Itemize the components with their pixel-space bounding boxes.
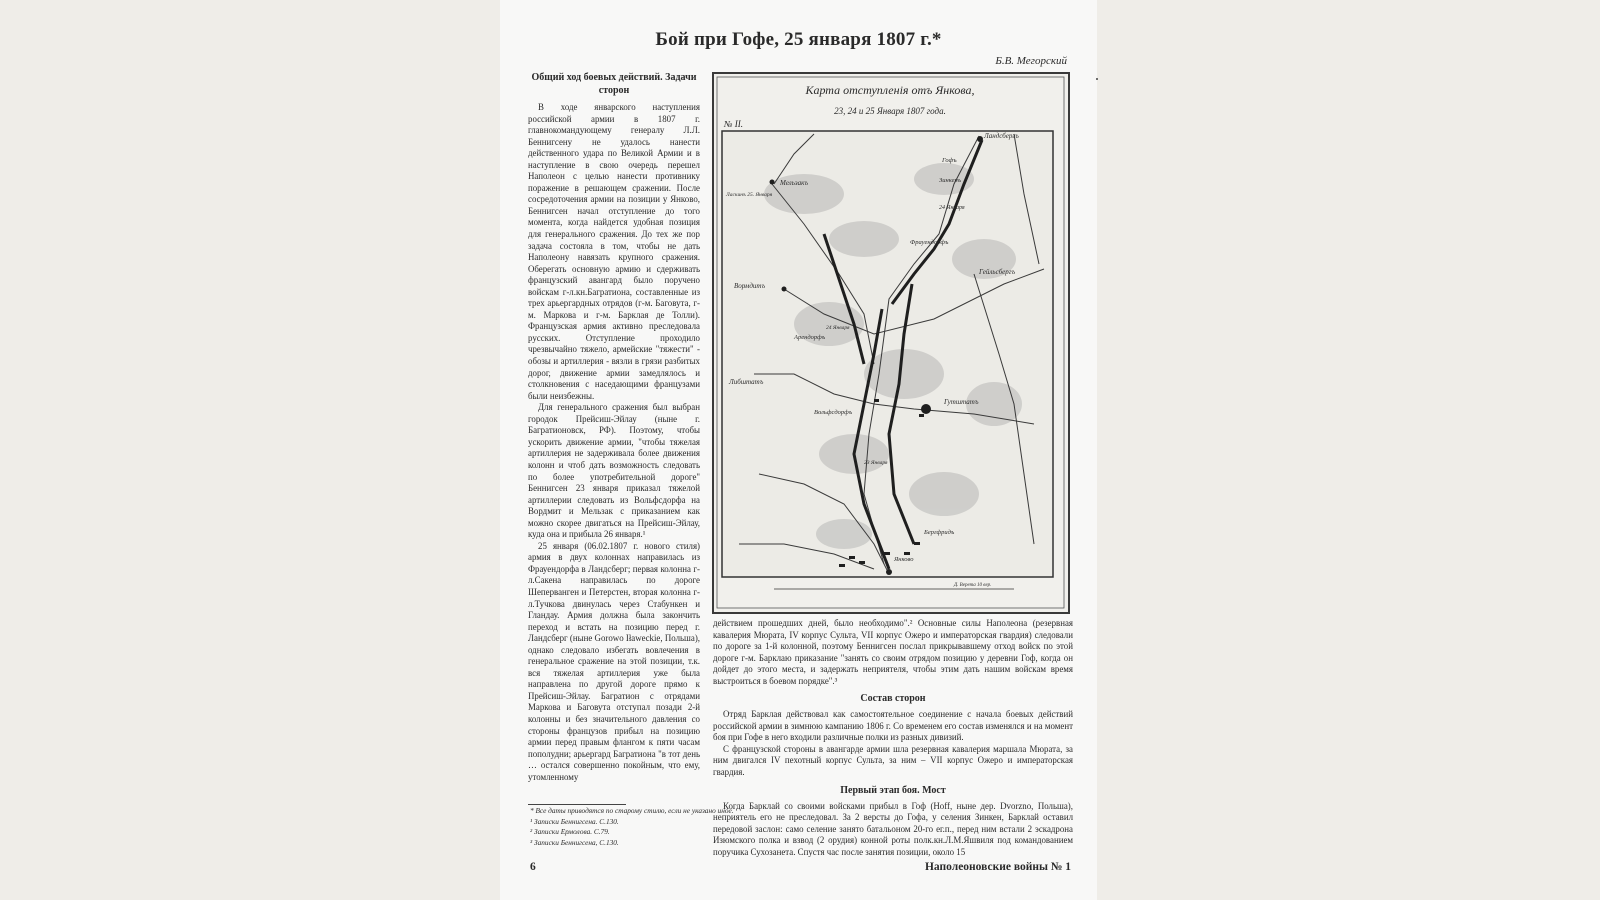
journal-name: Наполеоновские войны № 1 bbox=[924, 861, 1071, 873]
retreat-map bbox=[712, 72, 1070, 614]
bridge-paragraph: Когда Барклай со своими войсками прибыл в Гоф (Hoff, ныне дер. Dvorzno, Польша), неприятель его не преследовал. За 2 версты до Гофа, у селения Зинкен, Барклай оставил передовой заслон: само селение занято батальоном 20-го ег.п., перед ним встали 2 эскадрона Изюмского полка и взвод (2 орудия) конной роты полк.кн.Л.М.Яшвиля под командованием поручика Сухозанета. Спустя час после занятия позиции, около 15 bbox=[713, 800, 1073, 857]
place-label: Янково bbox=[894, 556, 914, 563]
map-number: № II. bbox=[724, 119, 743, 129]
footnotes bbox=[530, 806, 734, 848]
place-label: 24 Января bbox=[939, 205, 965, 211]
section-heading-sides: Состав сторон bbox=[860, 693, 926, 705]
place-label: Бергфридъ bbox=[924, 529, 955, 536]
map-illustration bbox=[714, 74, 1067, 611]
right-column bbox=[713, 618, 1073, 858]
article-title: Бой при Гофе, 25 января 1807 г.* bbox=[655, 29, 942, 50]
article-author: Б.В. Мегорский bbox=[995, 55, 1067, 67]
place-label: Гутштатъ bbox=[944, 398, 979, 406]
date-label: 24 Января bbox=[826, 325, 850, 331]
place-label: Ландсбергъ bbox=[984, 132, 1019, 140]
scan-speck bbox=[1096, 78, 1098, 80]
place-label: Арендорфъ bbox=[794, 334, 826, 341]
place-label: Мельзакъ bbox=[780, 179, 809, 187]
place-label: Либштатъ bbox=[729, 378, 764, 386]
sides-paragraph: С французской стороны в авангарде армии шла резервная кавалерия маршала Мюрата, за ним двигался IV пехотный корпус Сульта, за ним – VII корпус Ожеро и императорская гвардия. bbox=[713, 743, 1073, 778]
place-label: Вольфсдорфъ bbox=[814, 409, 853, 416]
footnote: ² Записки Ермолова. С.79. bbox=[530, 827, 610, 837]
place-label: Зинкенъ bbox=[939, 177, 962, 184]
footnote: * Все даты приводятся по старому стилю, если не указано иное. bbox=[530, 806, 734, 815]
place-label: Гейльсбергъ bbox=[979, 268, 1016, 276]
place-label: Вормдитъ bbox=[734, 282, 766, 290]
section-heading-bridge: Первый этап боя. Мост bbox=[840, 784, 946, 796]
left-paragraph: Для генерального сражения был выбран городок Прейсиш-Эйлау (ныне г. Багратионовск, РФ). Поэтому, чтобы ускорить движение армии, "чтобы тяжелая артиллерия не задерживала более движения колонн и чтоб дать возможность следовать по более употребительной дороге" Беннигсен 23 января приказал тяжелой артиллерии следовать из Вольфсдорфа на Вордмит и Мельзак с приказанием как можно скорее двигаться на Прейсиш-Эйлау, куда она и прибыла 26 января.¹ bbox=[528, 402, 700, 540]
magazine-page bbox=[500, 0, 1097, 900]
footnote: ¹ Записки Беннигсена. С.130. bbox=[530, 816, 619, 826]
left-paragraph: 25 января (06.02.1807 г. нового стиля) армия в двух колоннах направилась из Фрауендорфа в Ландсберг; первая колонна г-л.Сакена направилась по дороге Шеперванген и Петерстен, вторая колонна г-л.Тучкова двинулась через Стабункен и Гландау. Армия должна была закончить переход и встать на позицию перед г. Ландсберг (ныне Gorowo Iławeckie, Польша), однако следовало избегать вовлечения в генеральное сражение на этой позиции, т.к. вся тяжелая артиллерия уже была направлена по другой дороге прямо к Прейсиш-Эйлау. Багратион с отрядами Маркова и Баговута отступал позади 2-й колонны и без значительного давления со стороны французов прибыл на позицию армии перед правым флангом к пяти часам пополудни; арьергард Багратиона "в тот день … остался совершенно покойным, что ему, утомленному bbox=[528, 540, 700, 782]
map-title: Карта отступленія отъ Янкова, bbox=[805, 83, 975, 97]
scale-caption: Д. Верета 10 вер. bbox=[954, 583, 992, 588]
section-heading-overview: Общий ход боевых действий. Задачи сторон bbox=[531, 72, 697, 96]
place-label: Фрауендорфъ bbox=[910, 239, 949, 246]
footnote: ³ Записки Беннигсена, С.130. bbox=[530, 837, 619, 847]
footnote-divider bbox=[528, 804, 626, 805]
page-number: 6 bbox=[530, 861, 536, 873]
left-paragraph: В ходе январского наступления российской армии в 1807 г. главнокомандующему генералу Л.Л. Беннигсену не удалось нанести действенного удара по Великой Армии и в наступление в свою очередь перешел Наполеон с целью нанести противнику поражение в решающем сражении. После сосредоточения армии на позиции у Янково, Беннигсен начал отступление до того момента, когда найдется удобная позиция для генерального сражения. До тех же пор задача состояла в том, чтобы не дать Наполеону навязать крупного сражения. Оберегать основную армию и сдерживать французский авангард было поручено войскам г-л.кн.Багратиона, составленные из трех арьергардных отрядов (г-м. Баговута, г-м. Маркова и г-м. Барклая де Толли). Французская армия активно преследовала русских. Отступление проходило чрезвычайно тяжело, армейские "тяжести" - обозы и артиллерия - вязли в грязи разбитых дорог, движение армии замедлялось и столкновения с наседающими французами были неизбежны. bbox=[528, 102, 700, 401]
sides-paragraph: Отряд Барклая действовал как самостоятельное соединение с начала боевых действий российской армии в зимнюю кампанию 1806 г. Со временем его состав изменялся и на момент боя при Гофе в него входили различные полки из разных дивизий. bbox=[713, 709, 1073, 743]
place-label: Ласкинъ 25. Января bbox=[726, 192, 773, 198]
continued-paragraph: действием прошедших дней, было необходимо".² Основные силы Наполеона (резервная кавалерия Мюрата, IV корпус Сульта, VII корпус Ожеро и императорская гвардия) следовали по дороге за 1-й колонной, поэтому Беннигсен послал прикрывавшему отход войск по этой дороге г-м. Барклаю приказание "занять со своим отрядом позицию у деревни Гоф, когда он дойдет до этого места, и задержать неприятеля, чтобы этим дать нашим войскам время выстроиться в боевом порядке".³ bbox=[713, 618, 1073, 686]
map-subtitle: 23, 24 и 25 Января 1807 года. bbox=[834, 106, 946, 116]
date-label: 23 Января bbox=[864, 460, 888, 466]
place-label: Гофъ bbox=[942, 157, 957, 164]
left-column bbox=[528, 72, 700, 783]
